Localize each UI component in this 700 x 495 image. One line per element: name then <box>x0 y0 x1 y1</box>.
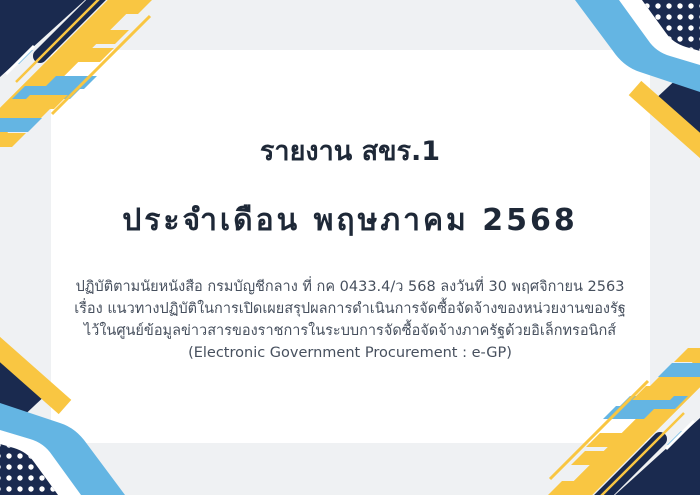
description-line-3: ไว้ในศูนย์ข้อมูลข่าวสารของราชการในระบบการจัดซื้อจัดจ้างภาครัฐด้วยอิเล็กทรอนิกส์ <box>83 323 617 339</box>
report-subtitle: ประจำเดือน พฤษภาคม 2568 <box>122 203 578 238</box>
description-line-2: เรื่อง แนวทางปฏิบัติในการเปิดเผยสรุปผลการดำเนินการจัดซื้อจัดจ้างของหน่วยงานของรัฐ <box>74 301 626 317</box>
report-title: รายงาน สขร.1 <box>259 136 441 167</box>
content-card <box>51 50 650 443</box>
description-line-1: ปฏิบัติตามนัยหนังสือ กรมบัญชีกลาง ที่ กค 0433.4/ว 568 ลงวันที่ 30 พฤศจิกายน 2563 <box>75 279 625 295</box>
report-description <box>70 276 630 364</box>
description-line-4: (Electronic Government Procurement : e-GP) <box>188 345 512 361</box>
